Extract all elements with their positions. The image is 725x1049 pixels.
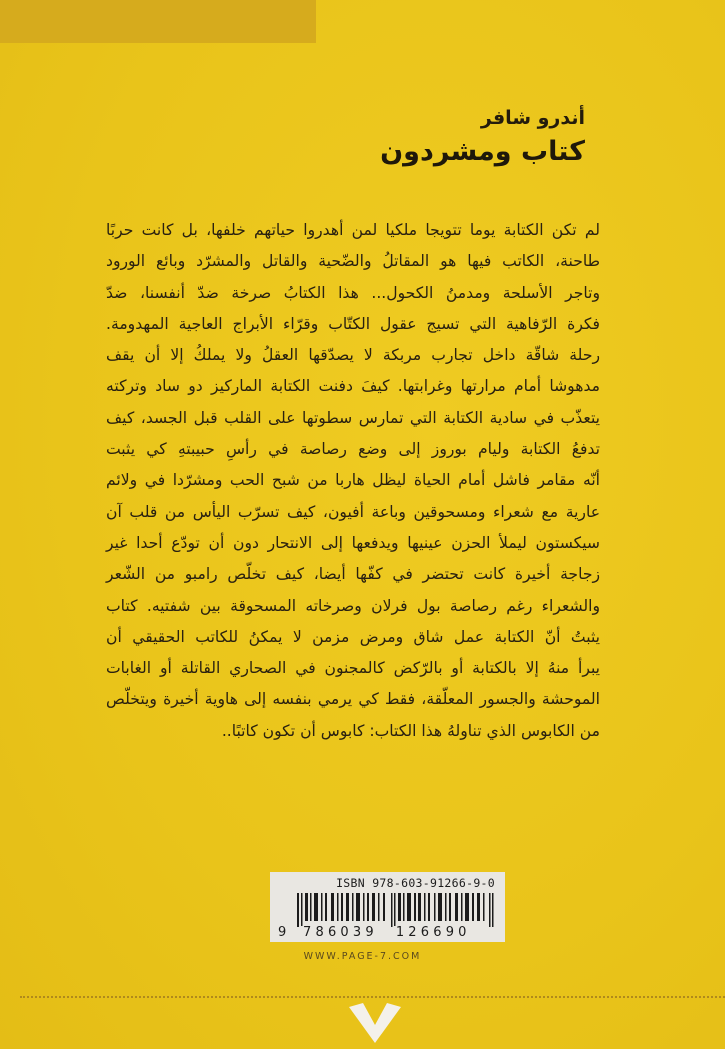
- barcode-lead-digit: 9: [278, 925, 287, 940]
- blurb-line: والشعراء رغم رصاصة بول فرلان وصرخاته المسحوقة بين شفتيه. كتاب: [106, 596, 600, 615]
- author-name: أندرو شافر: [480, 107, 585, 129]
- top-color-block: [0, 0, 316, 43]
- barcode-digit-group: 786039: [300, 926, 381, 940]
- blurb-line: الموحشة والجسور المعلّقة، فقط كي يرمي بنفسه إلى هاوية أخيرة ويتخلّص: [106, 690, 600, 709]
- isbn-barcode: [270, 872, 505, 942]
- blurb-line: وتاجر الأسلحة ومدمنُ الكحول... هذا الكتابُ صرخة ضدّ أنفسنا، ضدّ: [106, 283, 600, 302]
- blurb-line: أنّه مقامر فاشل أمام الحياة ليظل هاربا من شبح الحب ومشرّدا في ولائم: [106, 471, 600, 490]
- barcode-bars-icon: [297, 893, 495, 927]
- back-cover-blurb: [106, 215, 600, 747]
- blurb-line: فكرة الرّفاهية التي تسيج عقول الكتّاب وقرّاء الأبراج العاجية المهدومة.: [106, 314, 600, 333]
- blurb-line: زجاجة أخيرة كانت تحتضر في كفّها أيضا، كيف تخلّص رامبو من الشّعر: [106, 565, 600, 584]
- blurb-line: سيكستون ليملأ الحزن عينيها ويدفعها إلى الانتحار دون أن تودّع أحدا غير: [106, 533, 600, 552]
- blurb-line: طاحنة، الكاتب فيها هو المقاتلُ والضّحية والقاتل والمشرّد وبائع الورود: [106, 252, 600, 271]
- chevron-v-logo-icon: [349, 1003, 401, 1043]
- blurb-line: يثبتُ أنّ الكتابة عمل شاق ومرض مزمن لا يمكنُ للكاتب الحقيقي أن: [106, 627, 600, 646]
- blurb-line: يتعذّب في سادية الكتابة التي تمارس سطوتها على القلب قبل الجسد، كيف: [106, 408, 600, 427]
- blurb-line: عارية مع شعراء ومسحوقين وباعة أفيون، كيف تسرّب اليأس من قلب آن: [106, 502, 600, 521]
- blurb-line: تدفعُ الكتابة وليام بوروز إلى وضع رصاصة في رأسِ حبيبتهِ كي يثبت: [106, 440, 600, 459]
- blurb-line: من الكابوس الذي تناولهُ هذا الكتاب: كابوس أن تكون كاتبًا..: [221, 721, 600, 740]
- blurb-line: لم تكن الكتابة يوما تتويجا ملكيا لمن أهدروا حياتهم خلفها، بل كانت حربًا: [106, 221, 600, 239]
- blurb-line: رحلة شاقّة داخل تجارب مربكة لا يصدّقها العقلُ ولا يملكُ إلا أن يقف: [106, 346, 600, 365]
- publisher-website: WWW.PAGE-7.COM: [303, 951, 422, 962]
- book-header: [380, 105, 585, 171]
- blurb-line: مدهوشا أمام مرارتها وغرابتها. كيفَ دفنت الكتابة الماركيز دو ساد وتركته: [106, 377, 600, 396]
- barcode-digits: [278, 925, 499, 940]
- blurb-line: يبرأ منهُ إلا بالكتابة أو بالرّكض كالمجنون في الصحاري القاتلة أو الغابات: [106, 659, 600, 678]
- book-title: كتاب ومشردون: [380, 136, 585, 167]
- dotted-divider: [20, 996, 725, 998]
- isbn-label: ISBN 978-603-91266-9-0: [336, 876, 495, 890]
- barcode-digit-group: 126690: [393, 926, 474, 940]
